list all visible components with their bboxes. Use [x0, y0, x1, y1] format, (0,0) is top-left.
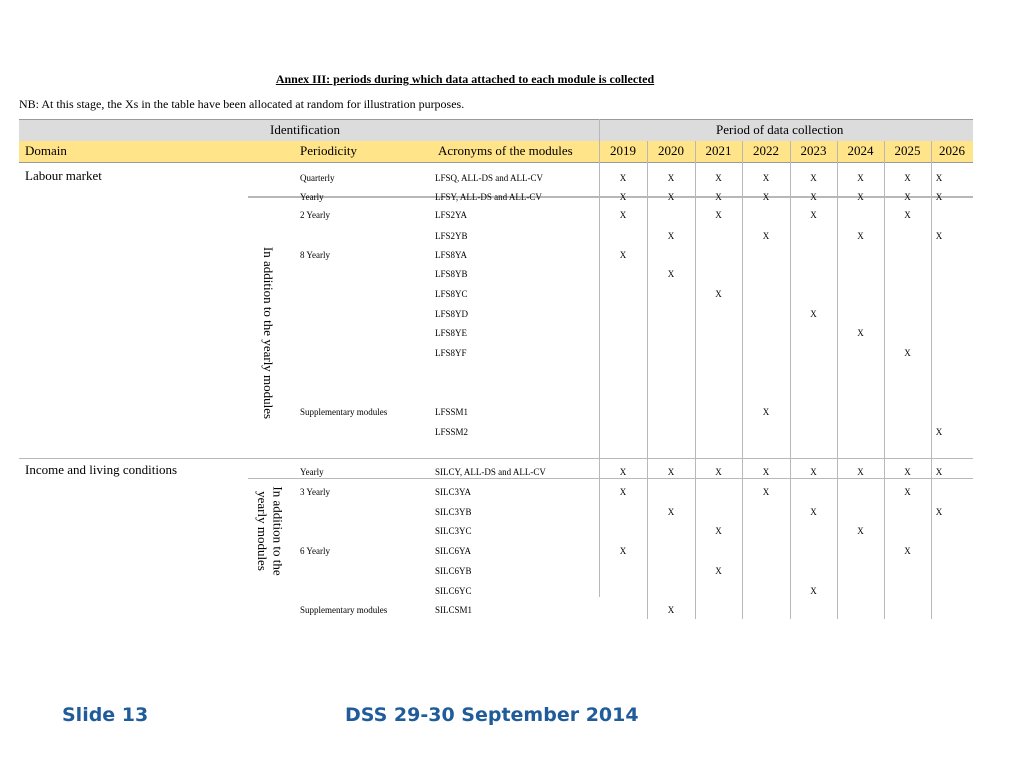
row-acronym: SILC3YB — [435, 507, 472, 517]
row-periodicity: 8 Yearly — [300, 250, 331, 260]
header-year-2019: 2019 — [610, 143, 636, 158]
mark-x-2023: X — [810, 507, 817, 517]
header-period: Period of data collection — [716, 122, 844, 137]
row-acronym: SILC6YC — [435, 586, 472, 596]
mark-x-2023: X — [810, 173, 817, 183]
mark-x-2026: X — [935, 192, 943, 202]
mark-x-2022: X — [762, 467, 770, 477]
header-year-2022: 2022 — [753, 143, 779, 158]
year-column-divider — [599, 119, 600, 597]
year-column-divider — [884, 141, 885, 619]
mark-x-2024: X — [857, 231, 864, 241]
mark-x-2021: X — [715, 526, 722, 536]
header-periodicity: Periodicity — [300, 143, 358, 158]
slide-number: Slide 13 — [62, 704, 149, 726]
mark-x-2023: X — [810, 192, 817, 202]
header-year-2020: 2020 — [658, 143, 684, 158]
mark-x-2020: X — [667, 231, 675, 241]
row-periodicity: 6 Yearly — [300, 546, 331, 556]
row-acronym: SILC6YB — [435, 566, 472, 576]
row-periodicity: 3 Yearly — [300, 487, 331, 497]
mark-x-2023: X — [810, 586, 817, 596]
mark-x-2025: X — [904, 546, 911, 556]
annex-title: Annex III: periods during which data attached to each module is collected — [275, 72, 655, 86]
row-acronym: SILC3YA — [435, 487, 472, 497]
mark-x-2022: X — [762, 231, 770, 241]
header-year-2024: 2024 — [847, 143, 874, 158]
mark-x-2023: X — [810, 467, 817, 477]
row-acronym: LFS8YD — [435, 309, 469, 319]
note-text: NB: At this stage, the Xs in the table have been allocated at random for illustration purposes. — [19, 97, 465, 111]
mark-x-2020: X — [667, 507, 675, 517]
header-year-2025: 2025 — [894, 143, 921, 158]
mark-x-2025: X — [904, 487, 911, 497]
row-periodicity: Yearly — [300, 467, 324, 477]
row-acronym: LFSSM2 — [435, 427, 469, 437]
row-acronym: LFSSM1 — [435, 407, 469, 417]
mark-x-2026: X — [935, 427, 943, 437]
rotated-group-label: In addition to the — [270, 486, 286, 576]
mark-x-2024: X — [857, 526, 864, 536]
mark-x-2025: X — [904, 348, 911, 358]
mark-x-2024: X — [857, 328, 864, 338]
row-acronym: LFS8YE — [435, 328, 468, 338]
mark-x-2023: X — [810, 210, 817, 220]
mark-x-2026: X — [935, 231, 943, 241]
row-acronym: SILCY, ALL-DS and ALL-CV — [435, 467, 546, 477]
header-year-2023: 2023 — [800, 143, 827, 158]
mark-x-2022: X — [762, 487, 770, 497]
row-acronym: SILCSM1 — [435, 605, 473, 615]
mark-x-2025: X — [904, 210, 911, 220]
mark-x-2021: X — [715, 192, 722, 202]
mark-x-2021: X — [715, 289, 722, 299]
row-divider — [248, 478, 973, 479]
mark-x-2021: X — [715, 173, 722, 183]
mark-x-2026: X — [935, 507, 943, 517]
row-acronym: LFSY, ALL-DS and ALL-CV — [435, 192, 542, 202]
rotated-group-label: yearly modules — [254, 491, 270, 571]
year-column-divider — [695, 141, 696, 619]
header-year-2026: 2026 — [939, 143, 965, 158]
header-row-group — [19, 119, 973, 141]
mark-x-2020: X — [667, 605, 675, 615]
mark-x-2024: X — [857, 192, 864, 202]
mark-x-2019: X — [619, 546, 627, 556]
header-identification: Identification — [270, 122, 341, 137]
row-acronym: SILC3YC — [435, 526, 472, 536]
mark-x-2021: X — [715, 210, 722, 220]
row-periodicity: 2 Yearly — [300, 210, 331, 220]
mark-x-2019: X — [619, 250, 627, 260]
row-acronym: LFS8YB — [435, 269, 468, 279]
mark-x-2020: X — [667, 192, 675, 202]
row-acronym: SILC6YA — [435, 546, 472, 556]
row-periodicity: Yearly — [300, 192, 324, 202]
mark-x-2025: X — [904, 192, 911, 202]
row-acronym: LFS8YA — [435, 250, 468, 260]
row-acronym: LFS8YC — [435, 289, 468, 299]
mark-x-2019: X — [619, 487, 627, 497]
section-divider — [19, 458, 973, 459]
event-date: DSS 29-30 September 2014 — [345, 704, 639, 726]
mark-x-2021: X — [715, 566, 722, 576]
row-acronym: LFS2YB — [435, 231, 468, 241]
row-acronym: LFS8YF — [435, 348, 467, 358]
mark-x-2020: X — [667, 467, 675, 477]
section-domain-label: Labour market — [25, 168, 102, 183]
mark-x-2020: X — [667, 173, 675, 183]
mark-x-2026: X — [935, 173, 943, 183]
mark-x-2022: X — [762, 407, 770, 417]
mark-x-2023: X — [810, 309, 817, 319]
row-periodicity: Quarterly — [300, 173, 335, 183]
header-acronyms: Acronyms of the modules — [438, 143, 573, 158]
mark-x-2019: X — [619, 192, 627, 202]
mark-x-2019: X — [619, 210, 627, 220]
section-domain-label: Income and living conditions — [25, 462, 178, 477]
mark-x-2019: X — [619, 173, 627, 183]
year-column-divider — [837, 141, 838, 619]
row-acronym: LFS2YA — [435, 210, 468, 220]
mark-x-2025: X — [904, 173, 911, 183]
header-year-2021: 2021 — [705, 143, 732, 158]
row-periodicity: Supplementary modules — [300, 605, 388, 615]
year-column-divider — [931, 141, 932, 619]
mark-x-2025: X — [904, 467, 911, 477]
row-periodicity: Supplementary modules — [300, 407, 388, 417]
mark-x-2024: X — [857, 467, 864, 477]
module-period-table — [19, 119, 973, 619]
mark-x-2026: X — [935, 467, 943, 477]
year-column-divider — [647, 141, 648, 619]
mark-x-2024: X — [857, 173, 864, 183]
header-domain: Domain — [25, 143, 67, 158]
row-acronym: LFSQ, ALL-DS and ALL-CV — [435, 173, 543, 183]
year-column-divider — [742, 141, 743, 619]
mark-x-2020: X — [667, 269, 675, 279]
year-column-divider — [790, 141, 791, 619]
mark-x-2019: X — [619, 467, 627, 477]
rotated-group-label: In addition to the yearly modules — [261, 246, 277, 420]
mark-x-2022: X — [762, 173, 770, 183]
mark-x-2021: X — [715, 467, 722, 477]
mark-x-2022: X — [762, 192, 770, 202]
